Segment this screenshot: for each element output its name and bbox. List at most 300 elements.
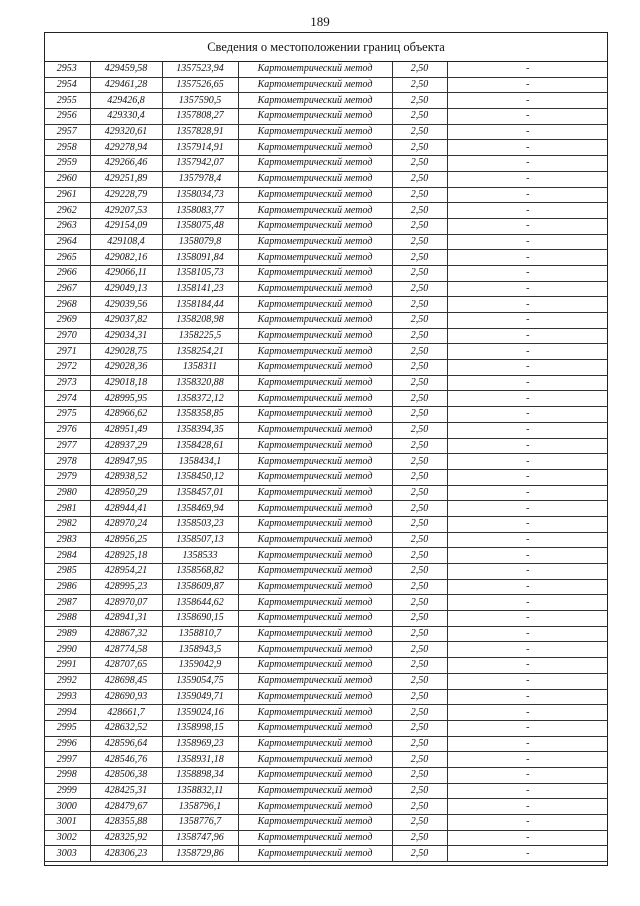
accuracy-cell: 2,50 [392, 218, 447, 234]
description-cell: - [447, 595, 608, 611]
table-row [44, 658, 608, 674]
table-row [44, 752, 608, 768]
accuracy-cell: 2,50 [392, 265, 447, 281]
x-coordinate-cell: 429461,28 [90, 77, 162, 93]
x-coordinate-cell: 428546,76 [90, 752, 162, 768]
description-cell: - [447, 830, 608, 846]
y-coordinate-cell: 1358320,88 [162, 375, 238, 391]
x-coordinate-cell: 428355,88 [90, 815, 162, 831]
y-coordinate-cell: 1358394,35 [162, 422, 238, 438]
point-number-cell: 2961 [44, 187, 90, 203]
point-number-cell: 3003 [44, 846, 90, 862]
method-cell: Картометрический метод [238, 187, 392, 203]
table-row [44, 297, 608, 313]
method-cell: Картометрический метод [238, 532, 392, 548]
y-coordinate-cell: 1359049,71 [162, 689, 238, 705]
x-coordinate-cell: 429028,75 [90, 344, 162, 360]
y-coordinate-cell: 1357914,91 [162, 140, 238, 156]
accuracy-cell: 2,50 [392, 313, 447, 329]
method-cell: Картометрический метод [238, 846, 392, 862]
method-cell: Картометрический метод [238, 673, 392, 689]
x-coordinate-cell: 428632,52 [90, 720, 162, 736]
method-cell: Картометрический метод [238, 250, 392, 266]
point-number-cell: 2967 [44, 281, 90, 297]
point-number-cell: 2960 [44, 171, 90, 187]
method-cell: Картометрический метод [238, 375, 392, 391]
point-number-cell: 2991 [44, 658, 90, 674]
x-coordinate-cell: 428995,23 [90, 579, 162, 595]
x-coordinate-cell: 428306,23 [90, 846, 162, 862]
accuracy-cell: 2,50 [392, 767, 447, 783]
description-cell: - [447, 407, 608, 423]
table-row [44, 485, 608, 501]
y-coordinate-cell: 1358457,01 [162, 485, 238, 501]
method-cell: Картометрический метод [238, 454, 392, 470]
x-coordinate-cell: 429278,94 [90, 140, 162, 156]
table-row [44, 783, 608, 799]
description-cell: - [447, 375, 608, 391]
y-coordinate-cell: 1358428,61 [162, 438, 238, 454]
table-row [44, 93, 608, 109]
description-cell: - [447, 391, 608, 407]
y-coordinate-cell: 1358969,23 [162, 736, 238, 752]
table-row [44, 501, 608, 517]
description-cell: - [447, 438, 608, 454]
point-number-cell: 2966 [44, 265, 90, 281]
x-coordinate-cell: 428325,92 [90, 830, 162, 846]
accuracy-cell: 2,50 [392, 501, 447, 517]
x-coordinate-cell: 429049,13 [90, 281, 162, 297]
y-coordinate-cell: 1358469,94 [162, 501, 238, 517]
table-row [44, 830, 608, 846]
method-cell: Картометрический метод [238, 595, 392, 611]
point-number-cell: 2957 [44, 124, 90, 140]
description-cell: - [447, 815, 608, 831]
table-row [44, 407, 608, 423]
method-cell: Картометрический метод [238, 218, 392, 234]
table-row [44, 328, 608, 344]
description-cell: - [447, 783, 608, 799]
method-cell: Картометрический метод [238, 767, 392, 783]
method-cell: Картометрический метод [238, 548, 392, 564]
y-coordinate-cell: 1357828,91 [162, 124, 238, 140]
accuracy-cell: 2,50 [392, 156, 447, 172]
method-cell: Картометрический метод [238, 407, 392, 423]
table-row [44, 360, 608, 376]
x-coordinate-cell: 429330,4 [90, 109, 162, 125]
table-row [44, 438, 608, 454]
y-coordinate-cell: 1358503,23 [162, 516, 238, 532]
point-number-cell: 2989 [44, 626, 90, 642]
y-coordinate-cell: 1359042,9 [162, 658, 238, 674]
x-coordinate-cell: 428970,07 [90, 595, 162, 611]
description-cell: - [447, 846, 608, 862]
x-coordinate-cell: 429028,36 [90, 360, 162, 376]
boundary-table-frame [44, 32, 608, 866]
x-coordinate-cell: 429039,56 [90, 297, 162, 313]
table-row [44, 109, 608, 125]
point-number-cell: 2994 [44, 705, 90, 721]
accuracy-cell: 2,50 [392, 360, 447, 376]
y-coordinate-cell: 1358729,86 [162, 846, 238, 862]
point-number-cell: 3001 [44, 815, 90, 831]
page-number: 189 [310, 14, 330, 29]
y-coordinate-cell: 1358091,84 [162, 250, 238, 266]
y-coordinate-cell: 1359024,16 [162, 705, 238, 721]
y-coordinate-cell: 1358034,73 [162, 187, 238, 203]
point-number-cell: 2992 [44, 673, 90, 689]
table-row [44, 313, 608, 329]
method-cell: Картометрический метод [238, 171, 392, 187]
y-coordinate-cell: 1358434,1 [162, 454, 238, 470]
table-row [44, 815, 608, 831]
method-cell: Картометрический метод [238, 438, 392, 454]
y-coordinate-cell: 1358943,5 [162, 642, 238, 658]
table-row [44, 171, 608, 187]
y-coordinate-cell: 1357978,4 [162, 171, 238, 187]
method-cell: Картометрический метод [238, 611, 392, 627]
point-number-cell: 3000 [44, 799, 90, 815]
accuracy-cell: 2,50 [392, 830, 447, 846]
accuracy-cell: 2,50 [392, 642, 447, 658]
x-coordinate-cell: 429228,79 [90, 187, 162, 203]
accuracy-cell: 2,50 [392, 658, 447, 674]
accuracy-cell: 2,50 [392, 815, 447, 831]
point-number-cell: 2975 [44, 407, 90, 423]
table-row [44, 736, 608, 752]
method-cell: Картометрический метод [238, 344, 392, 360]
section-title: Сведения о местоположении границ объекта [45, 33, 607, 62]
description-cell: - [447, 93, 608, 109]
description-cell: - [447, 799, 608, 815]
method-cell: Картометрический метод [238, 783, 392, 799]
x-coordinate-cell: 428995,95 [90, 391, 162, 407]
accuracy-cell: 2,50 [392, 234, 447, 250]
description-cell: - [447, 422, 608, 438]
point-number-cell: 2984 [44, 548, 90, 564]
description-cell: - [447, 767, 608, 783]
description-cell: - [447, 532, 608, 548]
accuracy-cell: 2,50 [392, 454, 447, 470]
accuracy-cell: 2,50 [392, 281, 447, 297]
method-cell: Картометрический метод [238, 109, 392, 125]
point-number-cell: 2974 [44, 391, 90, 407]
accuracy-cell: 2,50 [392, 532, 447, 548]
description-cell: - [447, 673, 608, 689]
y-coordinate-cell: 1358931,18 [162, 752, 238, 768]
point-number-cell: 2956 [44, 109, 90, 125]
y-coordinate-cell: 1358609,87 [162, 579, 238, 595]
method-cell: Картометрический метод [238, 140, 392, 156]
y-coordinate-cell: 1357590,5 [162, 93, 238, 109]
point-number-cell: 2980 [44, 485, 90, 501]
x-coordinate-cell: 428966,62 [90, 407, 162, 423]
x-coordinate-cell: 429082,16 [90, 250, 162, 266]
description-cell: - [447, 156, 608, 172]
description-cell: - [447, 454, 608, 470]
x-coordinate-cell: 428707,65 [90, 658, 162, 674]
table-row [44, 579, 608, 595]
accuracy-cell: 2,50 [392, 407, 447, 423]
point-number-cell: 2973 [44, 375, 90, 391]
description-cell: - [447, 62, 608, 77]
accuracy-cell: 2,50 [392, 752, 447, 768]
y-coordinate-cell: 1358358,85 [162, 407, 238, 423]
point-number-cell: 2962 [44, 203, 90, 219]
y-coordinate-cell: 1357526,65 [162, 77, 238, 93]
x-coordinate-cell: 428425,31 [90, 783, 162, 799]
method-cell: Картометрический метод [238, 391, 392, 407]
description-cell: - [447, 218, 608, 234]
y-coordinate-cell: 1358079,8 [162, 234, 238, 250]
accuracy-cell: 2,50 [392, 62, 447, 77]
description-cell: - [447, 297, 608, 313]
accuracy-cell: 2,50 [392, 548, 447, 564]
method-cell: Картометрический метод [238, 830, 392, 846]
table-row [44, 281, 608, 297]
description-cell: - [447, 516, 608, 532]
y-coordinate-cell: 1358690,15 [162, 611, 238, 627]
x-coordinate-cell: 428867,32 [90, 626, 162, 642]
accuracy-cell: 2,50 [392, 783, 447, 799]
table-row [44, 218, 608, 234]
method-cell: Картометрический метод [238, 422, 392, 438]
y-coordinate-cell: 1358796,1 [162, 799, 238, 815]
accuracy-cell: 2,50 [392, 720, 447, 736]
accuracy-cell: 2,50 [392, 438, 447, 454]
point-number-cell: 2985 [44, 564, 90, 580]
x-coordinate-cell: 428954,21 [90, 564, 162, 580]
point-number-cell: 2979 [44, 469, 90, 485]
x-coordinate-cell: 429154,09 [90, 218, 162, 234]
accuracy-cell: 2,50 [392, 736, 447, 752]
accuracy-cell: 2,50 [392, 799, 447, 815]
method-cell: Картометрический метод [238, 752, 392, 768]
accuracy-cell: 2,50 [392, 485, 447, 501]
description-cell: - [447, 579, 608, 595]
description-cell: - [447, 705, 608, 721]
description-cell: - [447, 140, 608, 156]
description-cell: - [447, 485, 608, 501]
point-number-cell: 2988 [44, 611, 90, 627]
method-cell: Картометрический метод [238, 705, 392, 721]
table-row [44, 422, 608, 438]
point-number-cell: 2983 [44, 532, 90, 548]
point-number-cell: 2954 [44, 77, 90, 93]
x-coordinate-cell: 428951,49 [90, 422, 162, 438]
y-coordinate-cell: 1358533 [162, 548, 238, 564]
y-coordinate-cell: 1358898,34 [162, 767, 238, 783]
accuracy-cell: 2,50 [392, 77, 447, 93]
accuracy-cell: 2,50 [392, 469, 447, 485]
x-coordinate-cell: 428937,29 [90, 438, 162, 454]
point-number-cell: 2978 [44, 454, 90, 470]
point-number-cell: 2971 [44, 344, 90, 360]
x-coordinate-cell: 429320,61 [90, 124, 162, 140]
point-number-cell: 2970 [44, 328, 90, 344]
method-cell: Картометрический метод [238, 360, 392, 376]
description-cell: - [447, 328, 608, 344]
x-coordinate-cell: 429018,18 [90, 375, 162, 391]
table-row [44, 705, 608, 721]
description-cell: - [447, 250, 608, 266]
x-coordinate-cell: 428596,64 [90, 736, 162, 752]
y-coordinate-cell: 1357942,07 [162, 156, 238, 172]
y-coordinate-cell: 1357523,94 [162, 62, 238, 77]
y-coordinate-cell: 1359054,75 [162, 673, 238, 689]
accuracy-cell: 2,50 [392, 93, 447, 109]
table-row [44, 767, 608, 783]
method-cell: Картометрический метод [238, 93, 392, 109]
x-coordinate-cell: 428970,24 [90, 516, 162, 532]
point-number-cell: 2958 [44, 140, 90, 156]
description-cell: - [447, 689, 608, 705]
table-row [44, 124, 608, 140]
point-number-cell: 2977 [44, 438, 90, 454]
description-cell: - [447, 736, 608, 752]
point-number-cell: 2996 [44, 736, 90, 752]
description-cell: - [447, 626, 608, 642]
description-cell: - [447, 720, 608, 736]
point-number-cell: 2997 [44, 752, 90, 768]
x-coordinate-cell: 428947,95 [90, 454, 162, 470]
point-number-cell: 2995 [44, 720, 90, 736]
accuracy-cell: 2,50 [392, 250, 447, 266]
method-cell: Картометрический метод [238, 658, 392, 674]
point-number-cell: 2968 [44, 297, 90, 313]
x-coordinate-cell: 429034,31 [90, 328, 162, 344]
description-cell: - [447, 611, 608, 627]
table-row [44, 516, 608, 532]
y-coordinate-cell: 1358184,44 [162, 297, 238, 313]
accuracy-cell: 2,50 [392, 595, 447, 611]
table-row [44, 250, 608, 266]
accuracy-cell: 2,50 [392, 611, 447, 627]
table-row [44, 846, 608, 862]
description-cell: - [447, 313, 608, 329]
method-cell: Картометрический метод [238, 626, 392, 642]
table-row [44, 391, 608, 407]
y-coordinate-cell: 1358747,96 [162, 830, 238, 846]
accuracy-cell: 2,50 [392, 626, 447, 642]
method-cell: Картометрический метод [238, 234, 392, 250]
x-coordinate-cell: 429066,11 [90, 265, 162, 281]
y-coordinate-cell: 1358998,15 [162, 720, 238, 736]
table-row [44, 156, 608, 172]
table-row [44, 689, 608, 705]
method-cell: Картометрический метод [238, 689, 392, 705]
accuracy-cell: 2,50 [392, 203, 447, 219]
method-cell: Картометрический метод [238, 736, 392, 752]
point-number-cell: 2990 [44, 642, 90, 658]
point-number-cell: 2969 [44, 313, 90, 329]
method-cell: Картометрический метод [238, 297, 392, 313]
table-row [44, 532, 608, 548]
point-number-cell: 2982 [44, 516, 90, 532]
y-coordinate-cell: 1358105,73 [162, 265, 238, 281]
method-cell: Картометрический метод [238, 77, 392, 93]
point-number-cell: 2976 [44, 422, 90, 438]
coordinates-table-body [44, 62, 608, 862]
method-cell: Картометрический метод [238, 328, 392, 344]
x-coordinate-cell: 428661,7 [90, 705, 162, 721]
method-cell: Картометрический метод [238, 124, 392, 140]
table-row [44, 548, 608, 564]
method-cell: Картометрический метод [238, 516, 392, 532]
description-cell: - [447, 187, 608, 203]
accuracy-cell: 2,50 [392, 344, 447, 360]
x-coordinate-cell: 429207,53 [90, 203, 162, 219]
x-coordinate-cell: 428774,58 [90, 642, 162, 658]
accuracy-cell: 2,50 [392, 171, 447, 187]
accuracy-cell: 2,50 [392, 391, 447, 407]
method-cell: Картометрический метод [238, 815, 392, 831]
description-cell: - [447, 344, 608, 360]
table-row [44, 673, 608, 689]
accuracy-cell: 2,50 [392, 516, 447, 532]
accuracy-cell: 2,50 [392, 297, 447, 313]
accuracy-cell: 2,50 [392, 579, 447, 595]
table-row [44, 62, 608, 77]
method-cell: Картометрический метод [238, 485, 392, 501]
y-coordinate-cell: 1358141,23 [162, 281, 238, 297]
accuracy-cell: 2,50 [392, 375, 447, 391]
method-cell: Картометрический метод [238, 62, 392, 77]
method-cell: Картометрический метод [238, 469, 392, 485]
point-number-cell: 2986 [44, 579, 90, 595]
description-cell: - [447, 752, 608, 768]
description-cell: - [447, 109, 608, 125]
y-coordinate-cell: 1358568,82 [162, 564, 238, 580]
x-coordinate-cell: 428479,67 [90, 799, 162, 815]
description-cell: - [447, 203, 608, 219]
table-row [44, 203, 608, 219]
accuracy-cell: 2,50 [392, 187, 447, 203]
y-coordinate-cell: 1357808,27 [162, 109, 238, 125]
table-row [44, 454, 608, 470]
y-coordinate-cell: 1358083,77 [162, 203, 238, 219]
point-number-cell: 2959 [44, 156, 90, 172]
point-number-cell: 2987 [44, 595, 90, 611]
point-number-cell: 2981 [44, 501, 90, 517]
table-row [44, 642, 608, 658]
x-coordinate-cell: 428690,93 [90, 689, 162, 705]
description-cell: - [447, 124, 608, 140]
description-cell: - [447, 265, 608, 281]
table-row [44, 611, 608, 627]
point-number-cell: 2998 [44, 767, 90, 783]
table-row [44, 375, 608, 391]
accuracy-cell: 2,50 [392, 328, 447, 344]
method-cell: Картометрический метод [238, 579, 392, 595]
y-coordinate-cell: 1358254,21 [162, 344, 238, 360]
description-cell: - [447, 642, 608, 658]
accuracy-cell: 2,50 [392, 124, 447, 140]
x-coordinate-cell: 429426,8 [90, 93, 162, 109]
method-cell: Картометрический метод [238, 720, 392, 736]
y-coordinate-cell: 1358507,13 [162, 532, 238, 548]
table-row [44, 564, 608, 580]
method-cell: Картометрический метод [238, 156, 392, 172]
method-cell: Картометрический метод [238, 313, 392, 329]
method-cell: Картометрический метод [238, 281, 392, 297]
y-coordinate-cell: 1358372,12 [162, 391, 238, 407]
y-coordinate-cell: 1358776,7 [162, 815, 238, 831]
description-cell: - [447, 469, 608, 485]
accuracy-cell: 2,50 [392, 564, 447, 580]
table-row [44, 77, 608, 93]
description-cell: - [447, 77, 608, 93]
